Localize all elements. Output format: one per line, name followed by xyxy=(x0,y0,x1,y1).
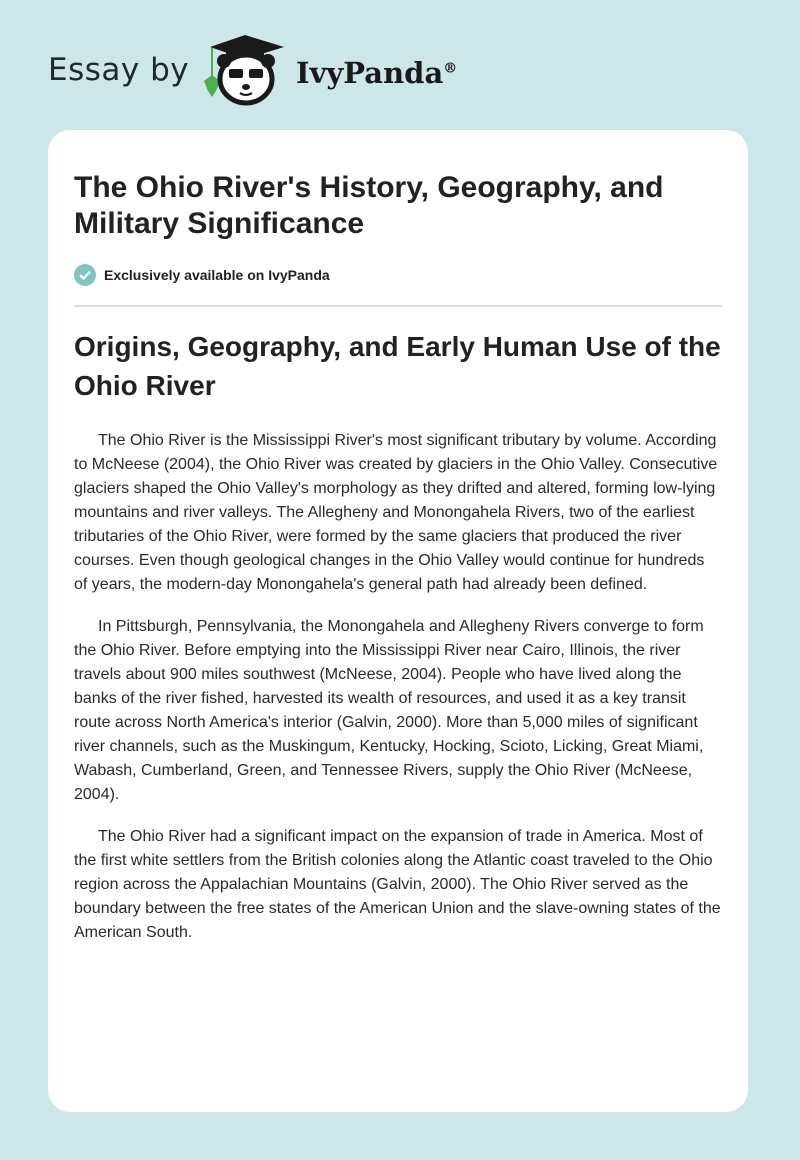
paragraph: The Ohio River is the Mississippi River's most significant tributary by volume. According to McNeese (2004), the Ohio River was created by glaciers in the Ohio Valley. Consecutive glaciers shaped the Ohio Valley's morphology as they drifted and altered, forming low-lying mountains and river valleys. The Allegheny and Monongahela Rivers, two of the earliest tributaries of the Ohio River, were formed by the same glaciers that produced the river courses. Even though geological changes in the Ohio Valley would continue for hundreds of years, the modern-day Monongahela's general path had already been defined. xyxy=(74,432,718,593)
section-heading: Origins, Geography, and Early Human Use of the Ohio River xyxy=(74,331,721,401)
ivypanda-panda-logo-icon[interactable] xyxy=(200,35,290,107)
check-icon xyxy=(74,264,96,286)
essay-card xyxy=(48,130,748,1112)
essay-by-label: Essay by xyxy=(48,52,190,88)
paragraph: The Ohio River had a significant impact on the expansion of trade in America. Most of the first white settlers from the British colonies along the Atlantic coast traveled to the Ohio region across the Appalachian Mountains (Galvin, 2000). The Ohio River served as the boundary between the free states of the American Union and the slave-owning states of the American South. xyxy=(74,828,721,941)
brand-name: IvyPanda xyxy=(296,56,444,90)
paragraph: In Pittsburgh, Pennsylvania, the Monongahela and Allegheny Rivers converge to form the Ohio River. Before emptying into the Mississippi River near Cairo, Illinois, the river travels about 900 miles southwest (McNeese, 2004). People who have lived along the banks of the river fished, harvested its wealth of resources, and used it as a key transit route across North America's interior (Galvin, 2000). More than 5,000 miles of significant river channels, such as the Muskingum, Kentucky, Hocking, Scioto, Licking, Great Miami, Wabash, Cumberland, Green, and Tennessee Rivers, supply the Ohio River (McNeese, 2004). xyxy=(74,618,704,803)
exclusive-badge xyxy=(74,264,722,286)
essay-title: The Ohio River's History, Geography, and Military Significance xyxy=(74,171,664,240)
registered-mark: ® xyxy=(443,60,458,77)
site-header xyxy=(0,20,800,120)
badge-label: Exclusively available on IvyPanda xyxy=(104,267,330,283)
divider xyxy=(74,305,722,307)
ivypanda-brand[interactable] xyxy=(296,56,457,90)
